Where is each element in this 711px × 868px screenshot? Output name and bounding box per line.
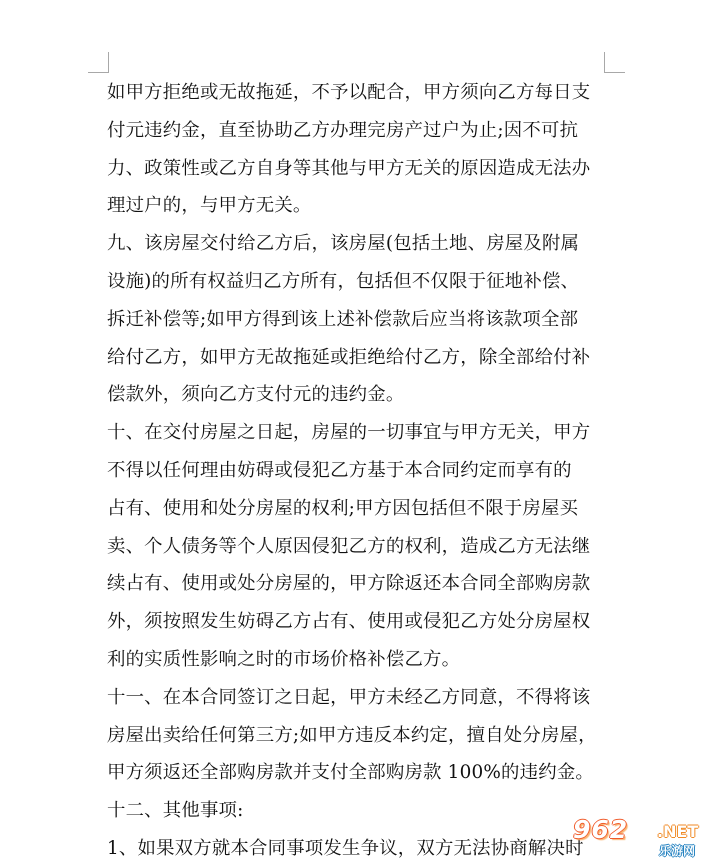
- text-line: 占有、使用和处分房屋的权利;甲方因包括但不限于房屋买: [107, 497, 579, 519]
- text-line: 卖、个人债务等个人原因侵犯乙方的权利，造成乙方无法继: [107, 535, 591, 557]
- site-watermark: [565, 815, 711, 859]
- text-line: 拆迁补偿等;如甲方得到该上述补偿款后应当将该款项全部: [107, 308, 579, 330]
- text-line: 给付乙方，如甲方无故拖延或拒绝给付乙方，除全部给付补: [107, 346, 591, 368]
- text-line: 外，须按照发生妨碍乙方占有、使用或侵犯乙方处分房屋权: [107, 611, 591, 633]
- text-line: 理过户的，与甲方无关。: [107, 195, 312, 217]
- document-body: [107, 74, 607, 868]
- page-corner-mark-right: [604, 52, 625, 73]
- text-line: 设施)的所有权益归乙方所有，包括但不仅限于征地补偿、: [107, 270, 580, 292]
- text-line: 如甲方拒绝或无故拖延，不予以配合，甲方须向乙方每日支: [107, 82, 591, 103]
- text-line: 续占有、使用或处分房屋的，甲方除返还本合同全部购房款: [107, 573, 591, 595]
- text-line: 1、如果双方就本合同事项发生争议，双方无法协商解决时: [107, 837, 584, 859]
- watermark-domain: .NET: [657, 822, 699, 841]
- text-line: 不得以任何理由妨碍或侵犯乙方基于本合同约定而享有的: [107, 459, 572, 481]
- text-line: 偿款外，须向乙方支付元的违约金。: [107, 384, 405, 406]
- watermark-logo: 962: [573, 815, 629, 844]
- text-line: 十二、其他事项:: [107, 800, 244, 822]
- text-line: 九、该房屋交付给乙方后，该房屋(包括土地、房屋及附属: [107, 233, 580, 255]
- text-line: 十一、在本合同签订之日起，甲方未经乙方同意，不得将该: [107, 686, 591, 708]
- text-line: 房屋出卖给任何第三方;如甲方违反本约定，擅自处分房屋，: [107, 724, 597, 746]
- text-line: 十、在交付房屋之日起，房屋的一切事宜与甲方无关，甲方: [107, 422, 591, 444]
- page-corner-mark-left: [88, 52, 109, 73]
- text-line: 力、政策性或乙方自身等其他与甲方无关的原因造成无法办: [107, 157, 591, 179]
- text-line: 付元违约金，直至协助乙方办理完房产过户为止;因不可抗: [107, 119, 579, 141]
- text-line: 甲方须返还全部购房款并支付全部购房款 100%的违约金。: [107, 762, 595, 784]
- watermark-site-name: 乐游网: [659, 844, 696, 858]
- text-line: 利的实质性影响之时的市场价格补偿乙方。: [107, 648, 461, 670]
